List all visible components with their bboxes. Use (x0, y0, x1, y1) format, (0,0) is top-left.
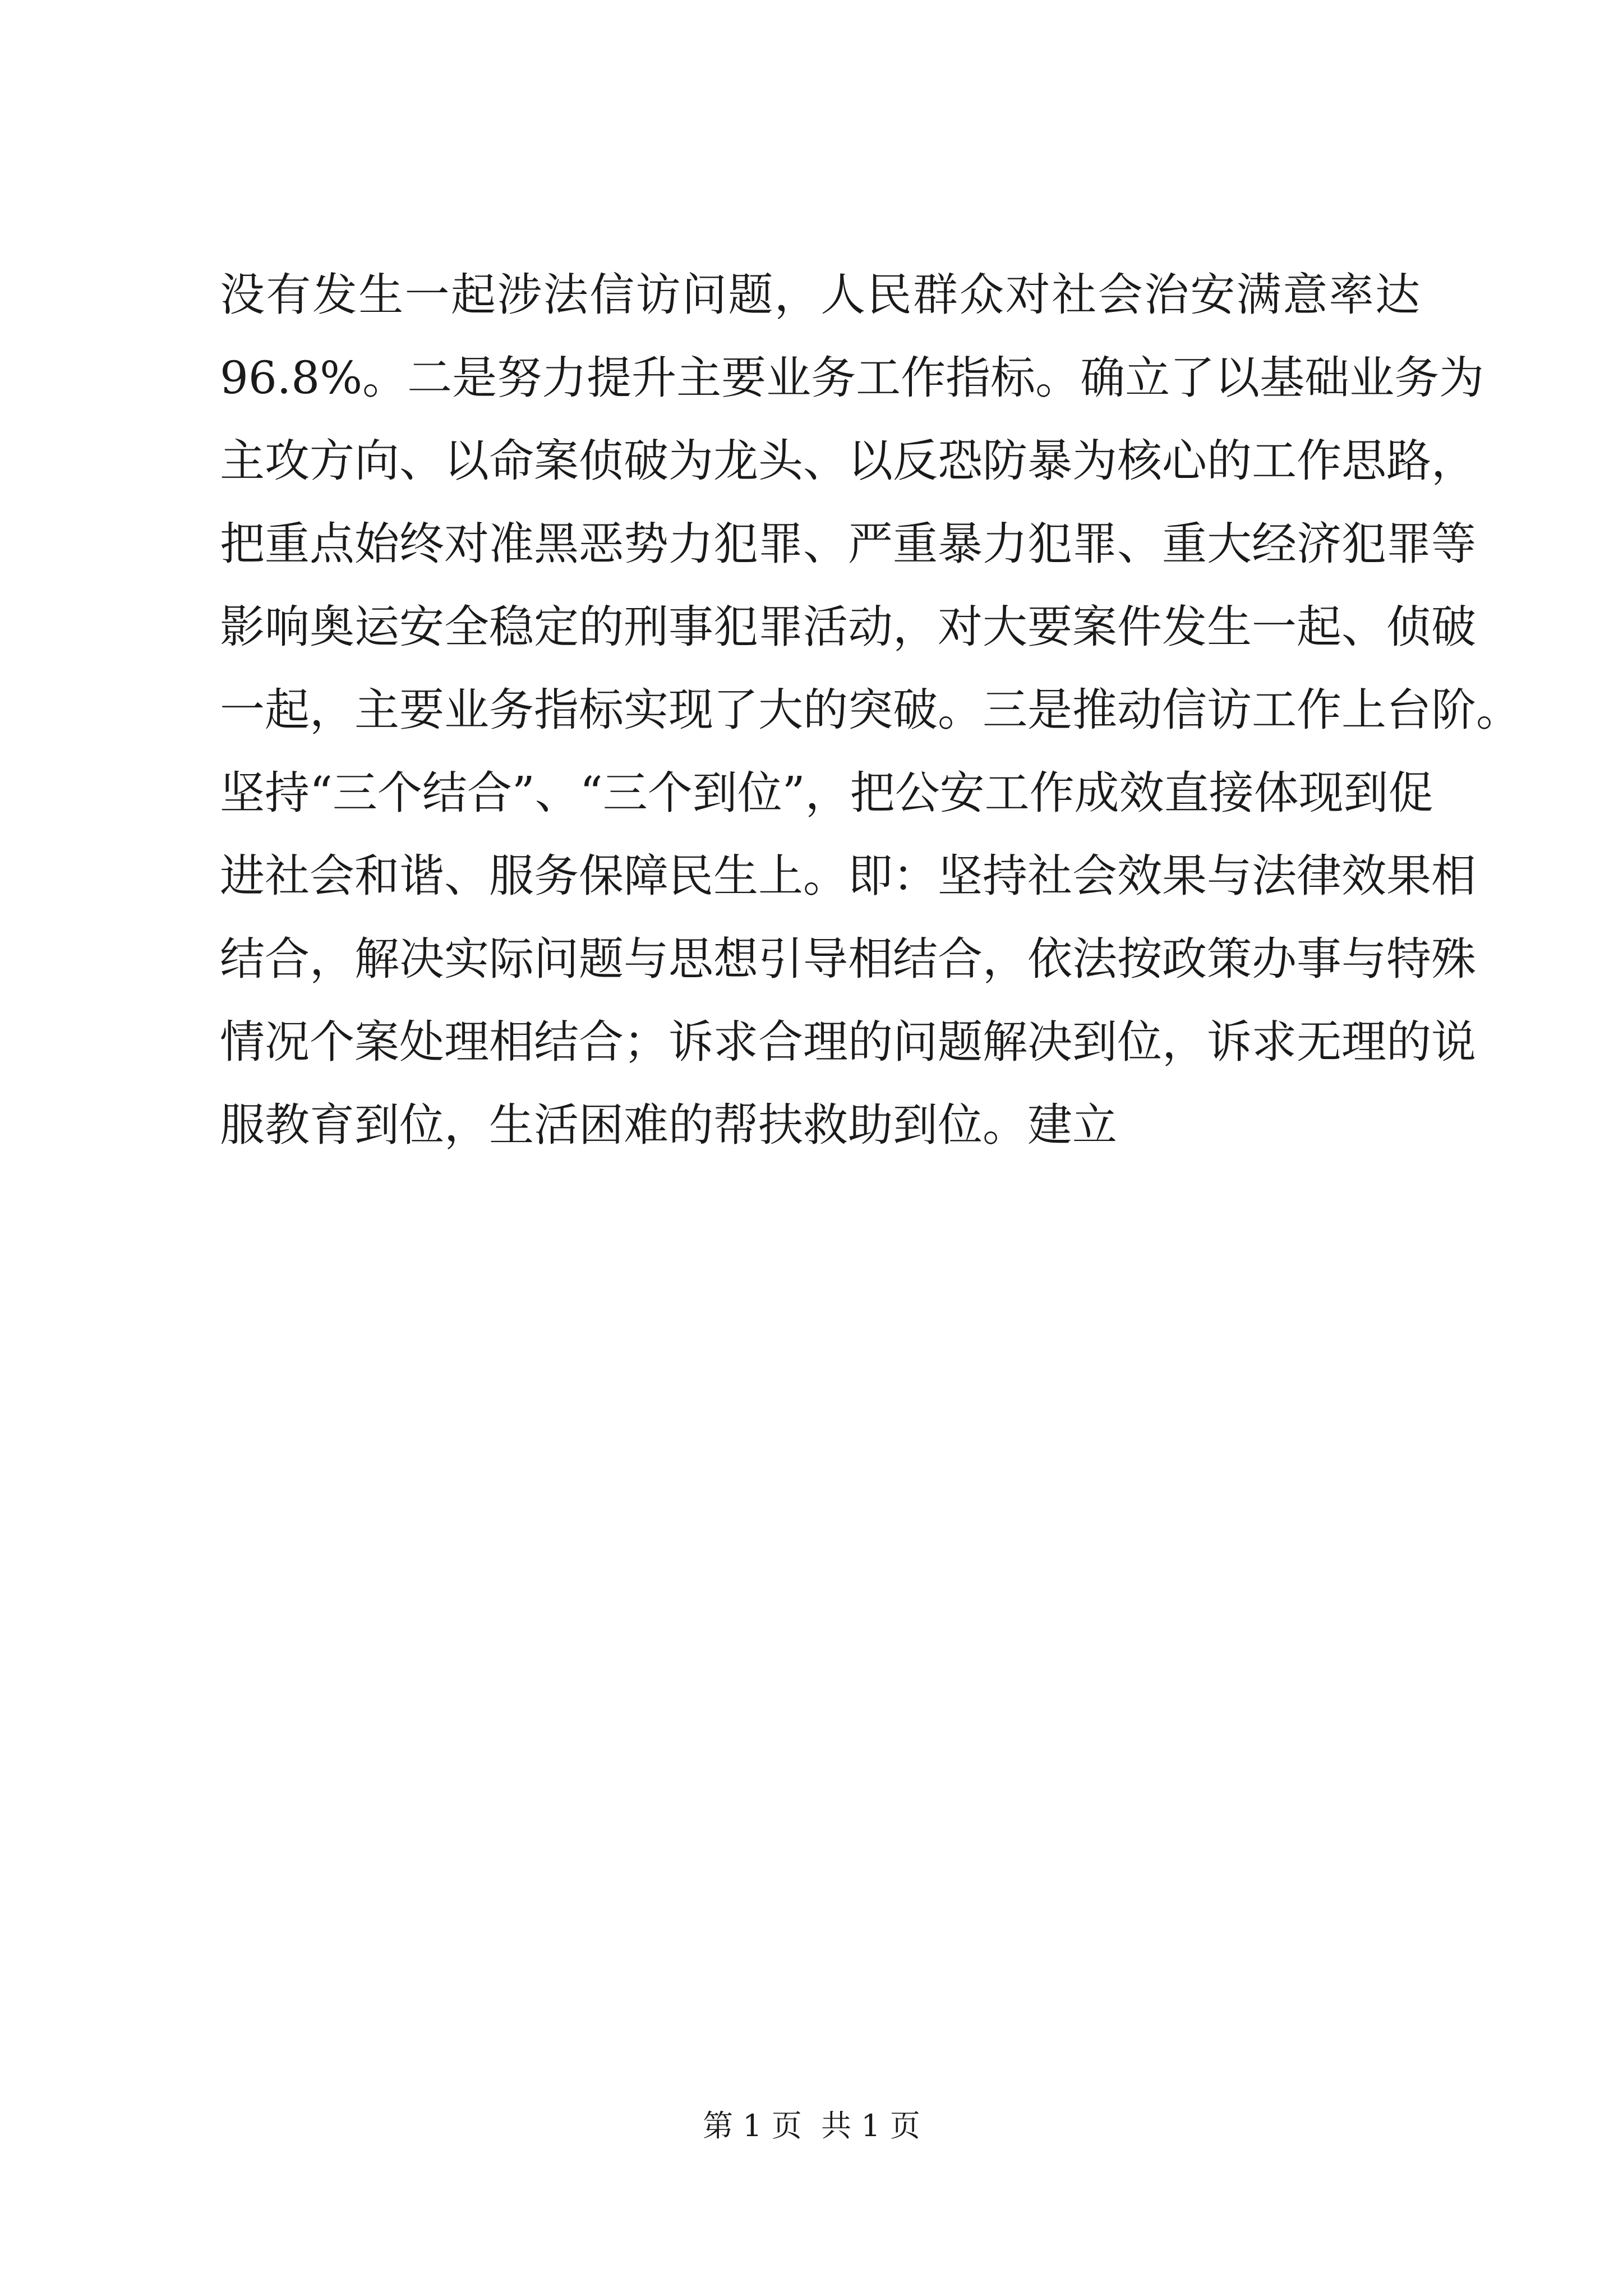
text-line: 情况个案处理相结合；诉求合理的问题解决到位，诉求无理的说 (220, 1016, 1476, 1068)
text-line: 服教育到位，生活困难的帮扶救助到位。建立 (220, 1099, 1117, 1151)
text-line: 影响奥运安全稳定的刑事犯罪活动，对大要案件发生一起、侦破 (220, 601, 1476, 653)
text-line: 没有发生一起涉法信访问题，人民群众对社会治安满意率达 (220, 269, 1420, 321)
text-line: 把重点始终对准黑恶势力犯罪、严重暴力犯罪、重大经济犯罪等 (220, 518, 1476, 570)
body-paragraph (220, 254, 1521, 1167)
text-line: 一起，主要业务指标实现了大的突破。三是推动信访工作上台阶。 (220, 684, 1521, 736)
text-line: 96.8%。二是努力提升主要业务工作指标。确立了以基础业务为 (220, 352, 1484, 404)
page-number-footer: 第 1 页 共 1 页 (703, 2108, 920, 2143)
text-line: 主攻方向、以命案侦破为龙头、以反恐防暴为核心的工作思路， (220, 435, 1476, 487)
text-line: 结合，解决实际问题与思想引导相结合，依法按政策办事与特殊 (220, 933, 1476, 985)
text-line: 进社会和谐、服务保障民生上。即：坚持社会效果与法律效果相 (220, 850, 1476, 902)
text-line: 坚持“三个结合”、“三个到位”，把公安工作成效直接体现到促 (220, 767, 1433, 819)
